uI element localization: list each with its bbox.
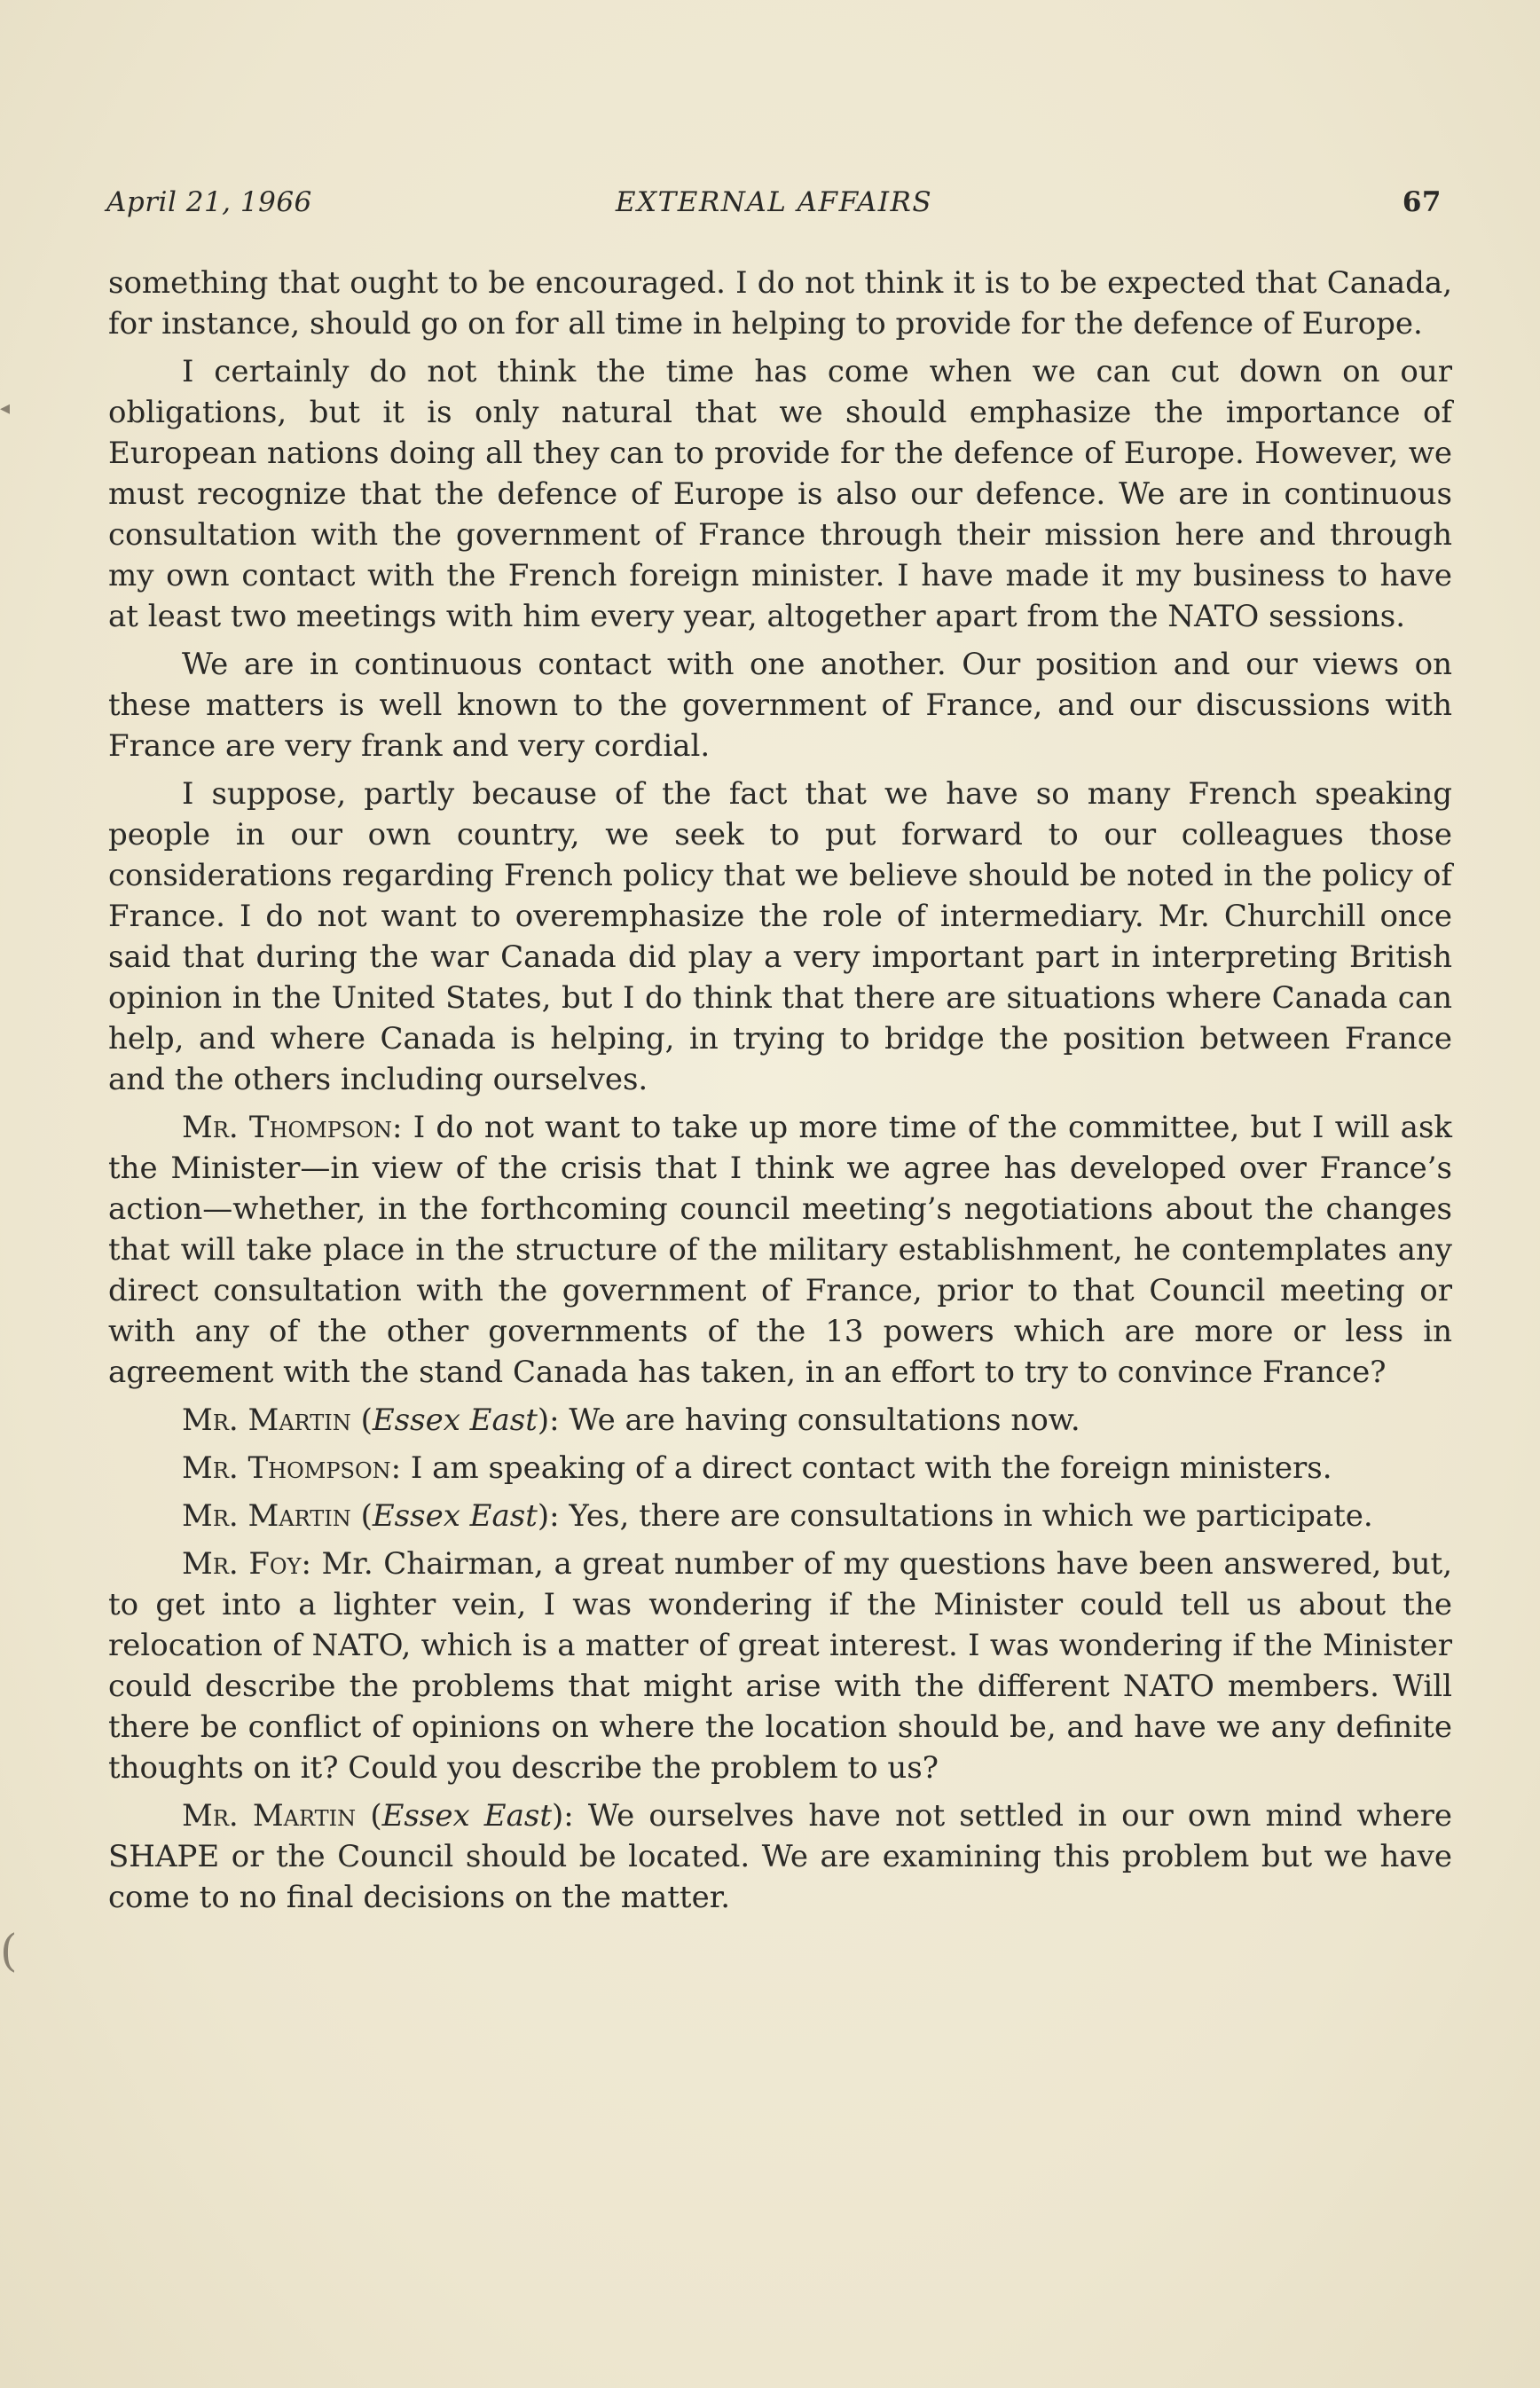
paragraph-text: Mr. Chairman, a great number of my questions have been answered, but, to get into a lighter vein, I was wondering if the Minister could tell us about the relocation of NATO, which is a matter of great interest. I was wondering if the Minister could describe the problems that might arise with the different NATO members. Will there be conflict of opinions on where the location should be, and have we any definite thoughts on it? Could you describe the problem to us? — [108, 1546, 1453, 1786]
speaker-name: Mr. Martin — [182, 1402, 351, 1438]
speaker-riding: Essex East — [372, 1402, 538, 1438]
body-text — [108, 263, 1452, 1925]
speaker-name: Mr. Thompson — [182, 1450, 391, 1486]
paragraph-7: Mr. Thompson: I am speaking of a direct contact with the foreign ministers. — [182, 1450, 1332, 1486]
speaker-name: Mr. Martin — [182, 1798, 357, 1834]
binding-mark: ( — [0, 1925, 18, 1976]
speaker-riding: Essex East — [381, 1798, 553, 1834]
paragraph-9: Mr. Foy: Mr. Chairman, a great number of my questions have been answered, but, to get into a lighter vein, I was wondering if the Minister could tell us about the relocation of NATO, which is a matter of great interest. I was wondering if the Minister could describe the problems that might arise with the different NATO members. Will there be conflict of opinions on where the location should be, and have we any definite thoughts on it? Could you describe the problem to us? — [108, 1546, 1453, 1786]
running-header — [106, 186, 1442, 231]
paragraph-text: We ourselves have not settled in our own mind where SHAPE or the Council should be located. We are examining this problem but we have come to no final decisions on the matter. — [108, 1798, 1452, 1915]
paragraph-5: Mr. Thompson: I do not want to take up more time of the committee, but I will ask the Minister—in view of the crisis that I think we agree has developed over France’s action—whether, in the forthcoming council meeting’s negotiations about the changes that will take place in the structure of the military establishment, he contemplates any direct consultation with the government of France, prior to that Council meeting or with any of the other governments of the 13 powers which are more or less in agreement with the stand Canada has taken, in an effort to try to convince France? — [108, 1110, 1452, 1390]
speaker-name: Mr. Thompson — [182, 1110, 393, 1145]
paragraph-3 — [108, 644, 1452, 766]
paragraph-text: I suppose, partly because of the fact that we have so many French speaking people in our own country, we seek to put forward to our colleagues those considerations regarding French policy that we believe should be noted in the policy of France. I do not want to overemphasize the role of intermediary. Mr. Churchill once said that during the war Canada did play a very important part in interpreting British opinion in the United States, but I do think that there are situations where Canada can help, and where Canada is helping, in trying to bridge the position between France and the others including ourselves. — [108, 776, 1452, 1097]
speaker-name: Mr. Martin — [182, 1498, 351, 1534]
header-title: EXTERNAL AFFAIRS — [615, 186, 933, 218]
paragraph-1 — [108, 263, 1452, 344]
header-date: April 21, 1966 — [106, 186, 312, 218]
paragraph-6: Mr. Martin (Essex East): We are having consultations now. — [182, 1402, 1080, 1438]
paragraph-text: Yes, there are consultations in which we participate. — [569, 1498, 1373, 1534]
paragraph-text: We are in continuous contact with one another. Our position and our views on these matters is well known to the government of France, and our discussions with France are very frank and very cordial. — [108, 647, 1452, 764]
paragraph-text: I certainly do not think the time has come when we can cut down on our obligations, but it is only natural that we should emphasize the importance of European nations doing all they can to provide for the defence of Europe. However, we must recognize that the defence of Europe is also our defence. We are in continuous consultation with the government of France through their mission here and through my own contact with the French foreign minister. I have made it my business to have at least two meetings with him every year, altogether apart from the NATO sessions. — [108, 354, 1452, 634]
paragraph-text: something that ought to be encouraged. I do not think it is to be expected that Canada, for instance, should go on for all time in helping to provide for the defence of Europe. — [108, 265, 1452, 342]
paragraph-text: I do not want to take up more time of the committee, but I will ask the Minister—in view of the crisis that I think we agree has developed over France’s action—whether, in the forthcoming council meeting’s negotiations about the changes that will take place in the structure of the military establishment, he contemplates any direct consultation with the government of France, prior to that Council meeting or with any of the other governments of the 13 powers which are more or less in agreement with the stand Canada has taken, in an effort to try to convince France? — [108, 1110, 1452, 1390]
paragraph-2 — [108, 351, 1452, 637]
page-number: 67 — [1402, 186, 1442, 218]
speaker-riding: Essex East — [372, 1498, 538, 1534]
speaker-name: Mr. Foy — [182, 1546, 302, 1582]
paragraph-8: Mr. Martin (Essex East): Yes, there are consultations in which we participate. — [182, 1498, 1373, 1534]
paragraph-text: I am speaking of a direct contact with the foreign ministers. — [410, 1450, 1332, 1486]
paragraph-4 — [108, 774, 1452, 1100]
paragraph-10: Mr. Martin (Essex East): We ourselves have not settled in our own mind where SHAPE or the Council should be located. We are examining this problem but we have come to no final decisions on the matter. — [108, 1798, 1452, 1915]
paragraph-text: We are having consultations now. — [569, 1402, 1080, 1438]
binding-mark: ◂ — [0, 397, 11, 420]
